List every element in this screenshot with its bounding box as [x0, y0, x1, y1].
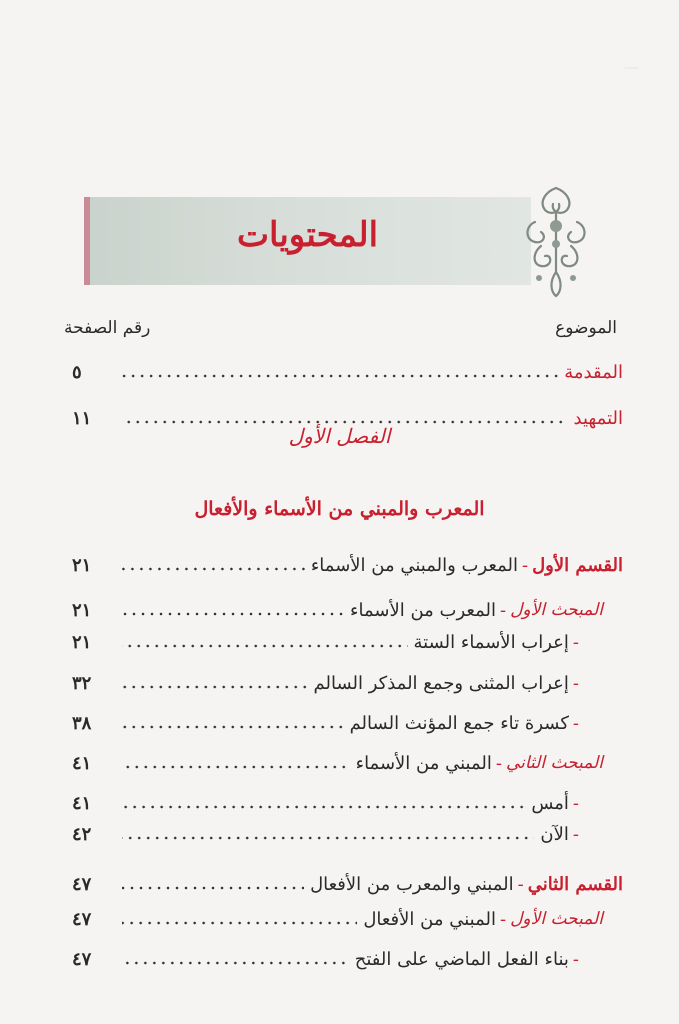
toc-row-page: ٤٢ — [72, 823, 92, 845]
toc-row-page: ٥ — [72, 361, 82, 383]
dot-leader — [122, 886, 304, 890]
toc-row-label: المعرب من الأسماء — [350, 599, 496, 621]
toc-row-label: المعرب والمبني من الأسماء — [310, 554, 518, 576]
dot-leader — [122, 836, 534, 840]
toc-row[interactable] — [72, 593, 603, 627]
toc-row-label: إعراب الأسماء الستة — [413, 631, 569, 653]
toc-row-page: ٢١ — [72, 599, 92, 621]
dot-leader — [122, 612, 344, 616]
dot-leader — [122, 685, 308, 689]
toc-row-label: بناء الفعل الماضي على الفتح — [354, 948, 569, 970]
column-header-page: رقم الصفحة — [64, 318, 151, 338]
dash-separator: - — [572, 823, 579, 845]
dot-leader — [122, 644, 408, 648]
toc-row[interactable] — [72, 548, 623, 582]
toc-row-label: التمهيد — [573, 407, 623, 429]
toc-row-page: ٤١ — [72, 792, 92, 814]
dash-separator: - — [572, 631, 579, 653]
toc-row-page: ٤٧ — [72, 908, 92, 930]
dash-separator: - — [572, 948, 579, 970]
chapter-heading: الفصل الأول — [288, 424, 391, 448]
dash-separator: - — [572, 672, 579, 694]
toc-row-intro[interactable] — [72, 355, 623, 389]
toc-row-page: ٢١ — [72, 631, 92, 653]
toc-row[interactable] — [72, 666, 583, 700]
bleed-through-text: — — [624, 58, 639, 76]
toc-row-page: ١١ — [72, 407, 92, 429]
toc-row[interactable] — [72, 867, 623, 901]
dot-leader — [122, 805, 525, 809]
toc-row-page: ٢١ — [72, 554, 92, 576]
toc-row[interactable] — [72, 786, 583, 820]
chapter-title: المعرب والمبني من الأسماء والأفعال — [194, 498, 485, 520]
dash-separator: - — [499, 908, 507, 930]
toc-row-label: المبني من الأسماء — [355, 752, 492, 774]
toc-row-page: ٤٧ — [72, 873, 92, 895]
toc-row-prefix: القسم الثاني — [527, 873, 623, 895]
dash-separator: - — [572, 712, 579, 734]
toc-row[interactable] — [72, 625, 583, 659]
dot-leader — [122, 961, 349, 965]
dot-leader — [122, 921, 357, 925]
toc-row-label: المقدمة — [564, 361, 623, 383]
toc-row-prefix: المبحث الأول — [510, 909, 603, 929]
dash-separator: - — [495, 752, 502, 774]
toc-row-prefix: المبحث الأول — [510, 600, 603, 620]
toc-row-label: الآن — [540, 823, 569, 845]
toc-row-page: ٣٨ — [72, 712, 92, 734]
title-band — [84, 197, 531, 285]
toc-row-label: إعراب المثنى وجمع المذكر السالم — [313, 672, 569, 694]
toc-row-label: المبني من الأفعال — [363, 908, 496, 930]
page-title: المحتويات — [236, 215, 379, 255]
dot-leader — [122, 725, 344, 729]
floral-ornament-icon — [521, 182, 591, 300]
toc-row-page: ٣٢ — [72, 672, 92, 694]
toc-row-prefix: المبحث الثاني — [505, 753, 603, 773]
toc-row[interactable] — [72, 817, 583, 851]
toc-row-label: المبني والمعرب من الأفعال — [310, 873, 514, 895]
dot-leader — [122, 765, 350, 769]
toc-row-prefix: القسم الأول — [532, 554, 623, 576]
toc-row[interactable] — [72, 942, 583, 976]
toc-row-label: أمس — [531, 792, 569, 814]
toc-row-page: ٤١ — [72, 752, 92, 774]
dot-leader — [122, 374, 558, 378]
toc-row[interactable] — [72, 706, 583, 740]
dash-separator: - — [499, 599, 507, 621]
toc-row[interactable] — [72, 902, 603, 936]
column-header-topic: الموضوع — [555, 318, 617, 338]
dot-leader — [122, 567, 305, 571]
dash-separator: - — [517, 873, 524, 895]
toc-row-label: كسرة تاء جمع المؤنث السالم — [349, 712, 569, 734]
dash-separator: - — [521, 554, 529, 576]
toc-row[interactable] — [72, 746, 603, 780]
dash-separator: - — [572, 792, 579, 814]
toc-row-page: ٤٧ — [72, 948, 92, 970]
